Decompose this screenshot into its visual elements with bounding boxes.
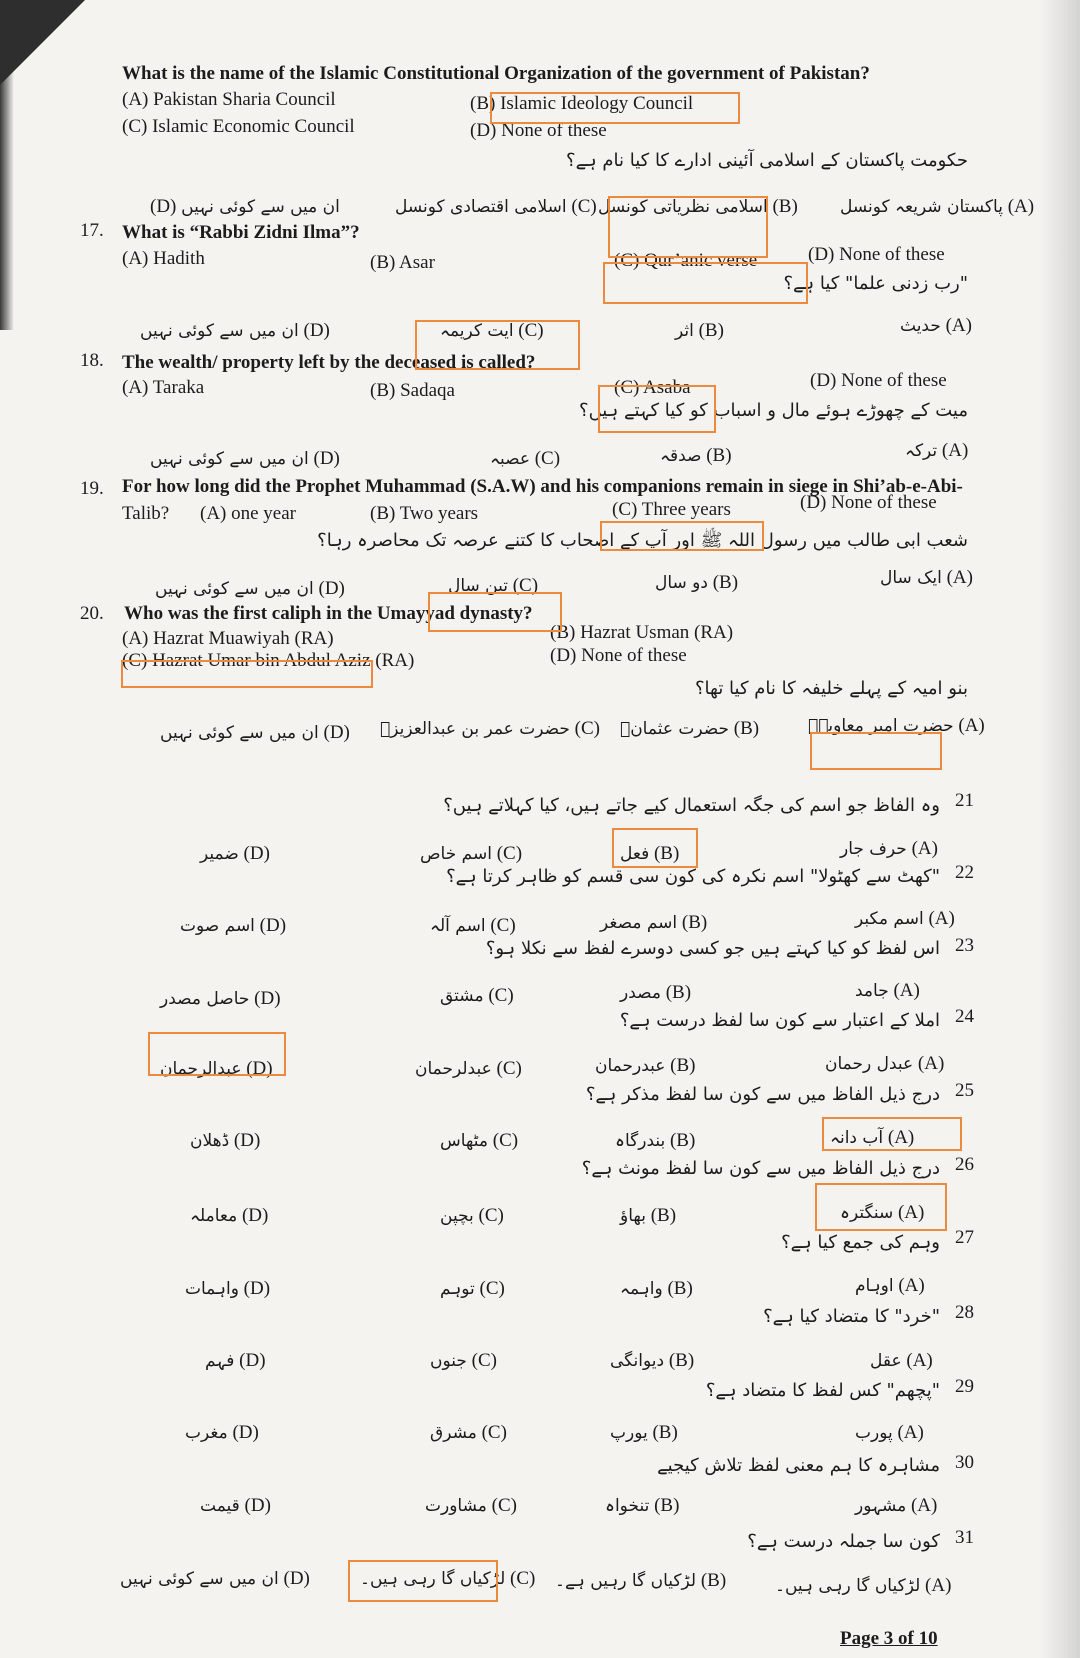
q18-option-a: (A) Taraka xyxy=(122,377,205,398)
page-right-shade xyxy=(1040,0,1080,1658)
question-16-text: What is the name of the Islamic Constitutional Organization of the government of Pakistan? xyxy=(122,63,870,84)
q28-option-d: فہم (D) xyxy=(205,1350,266,1371)
answer-highlight-q25 xyxy=(822,1117,962,1151)
q16-option-b: (B) Islamic Ideology Council xyxy=(470,93,694,114)
page-number-footer: Page 3 of 10 xyxy=(840,1628,938,1649)
question-31-number: 31 xyxy=(955,1527,974,1548)
q22-option-b: اسم مصغر (B) xyxy=(600,912,708,933)
answer-highlight-q16-en xyxy=(490,92,740,124)
q22-option-d: اسم صوت (D) xyxy=(180,915,287,936)
q25-option-d: ڈھلان (D) xyxy=(190,1130,261,1151)
question-20-number: 20. xyxy=(80,603,104,624)
question-29-number: 29 xyxy=(955,1376,974,1397)
q25-option-c: مٹھاس (C) xyxy=(440,1130,519,1151)
question-24-number: 24 xyxy=(955,1006,974,1027)
q30-option-b: تنخواہ (B) xyxy=(605,1495,680,1516)
answer-highlight-q21 xyxy=(612,828,698,868)
q17-option-a: (A) Hadith xyxy=(122,248,205,269)
answer-highlight-q31 xyxy=(348,1560,498,1602)
q18-option-c: (C) Asaba xyxy=(614,377,691,398)
question-25-number: 25 xyxy=(955,1080,974,1101)
q24-option-a: عبدل رحمان (A) xyxy=(825,1053,945,1074)
q29-option-c: مشرق (C) xyxy=(430,1422,507,1443)
q16-urdu-question: حکومت پاکستان کے اسلامی آئینی ادارے کا کیا نام ہے؟ xyxy=(566,150,968,171)
q16-urdu-option-c: اسلامی اقتصادی کونسل (C) xyxy=(395,196,597,217)
q23-option-c: مشتق (C) xyxy=(440,985,514,1006)
q18-option-b: (B) Sadaqa xyxy=(370,380,455,401)
question-30-number: 30 xyxy=(955,1452,974,1473)
question-25-text: درج ذیل الفاظ میں سے کون سا لفظ مذکر ہے؟ xyxy=(585,1084,940,1105)
q19-urdu-option-a: ایک سال (A) xyxy=(880,567,973,588)
answer-highlight-q19-ur xyxy=(428,592,562,632)
q16-urdu-option-d: (D) ان میں سے کوئی نہیں xyxy=(150,196,340,217)
q19-urdu-option-c: تین سال (C) xyxy=(448,575,539,596)
q25-option-b: بندرگاہ (B) xyxy=(615,1130,696,1151)
q24-option-d: عبدالرحمان (D) xyxy=(160,1058,273,1079)
q28-option-a: عقل (A) xyxy=(870,1350,933,1371)
q20-option-c: (C) Hazrat Umar bin Abdul Aziz (RA) xyxy=(122,650,415,671)
q20-urdu-option-c: حضرت عمر بن عبدالعزیزؒ (C) xyxy=(380,718,600,739)
answer-highlight-q20-ur xyxy=(810,732,942,770)
q27-option-c: توہم (C) xyxy=(440,1278,505,1299)
question-24-text: املا کے اعتبار سے کون سا لفظ درست ہے؟ xyxy=(619,1010,940,1031)
question-19-text: For how long did the Prophet Muhammad (S.A.W) and his companions remain in siege in Shi’ab-e-Abi- xyxy=(122,476,963,497)
q30-option-a: مشہور (A) xyxy=(855,1495,938,1516)
q30-option-d: قیمت (D) xyxy=(200,1495,271,1516)
answer-highlight-q17-en xyxy=(603,262,808,304)
answer-highlight-q17-ur xyxy=(415,320,580,370)
q16-urdu-option-b: اسلامی نظریاتی کونسل (B) xyxy=(598,196,798,217)
q28-option-c: جنوں (C) xyxy=(430,1350,497,1371)
q17-option-d: (D) None of these xyxy=(808,244,945,265)
question-30-text: مشاہرہ کا ہم معنی لفظ تلاش کیجیے xyxy=(657,1455,940,1476)
q20-urdu-option-d: ان میں سے کوئی نہیں (D) xyxy=(160,722,350,743)
q26-option-a: سنگترہ (A) xyxy=(840,1202,925,1223)
q29-option-a: پورب (A) xyxy=(855,1422,924,1443)
q26-option-b: بھاؤ (B) xyxy=(620,1205,677,1226)
question-20-text: Who was the first caliph in the Umayyad dynasty? xyxy=(124,603,533,624)
q16-urdu-option-a: پاکستان شریعہ کونسل (A) xyxy=(840,196,1035,217)
q23-option-b: مصدر (B) xyxy=(620,982,692,1003)
q25-option-a: آب دانہ (A) xyxy=(830,1127,915,1148)
q18-urdu-option-d: ان میں سے کوئی نہیں (D) xyxy=(150,448,340,469)
question-21-text: وہ الفاظ جو اسم کی جگہ استعمال کیے جاتے ہیں، کیا کہلاتے ہیں؟ xyxy=(443,795,940,816)
question-22-number: 22 xyxy=(955,862,974,883)
q20-urdu-option-a: حضرت امیر معاویہؓ (A) xyxy=(808,715,985,736)
q21-option-c: اسم خاص (C) xyxy=(420,843,523,864)
q31-option-a: لڑکیاں گا رہی ہیں۔ (A) xyxy=(775,1575,952,1596)
q22-option-c: اسم آلہ (C) xyxy=(430,915,516,936)
question-23-text: اس لفظ کو کیا کہتے ہیں جو کسی دوسرے لفظ سے نکلا ہو؟ xyxy=(485,938,940,959)
question-19-text-cont: Talib? xyxy=(122,503,170,524)
q20-option-a: (A) Hazrat Muawiyah (RA) xyxy=(122,628,334,649)
question-17-text: What is “Rabbi Zidni Ilma”? xyxy=(122,222,360,243)
q19-urdu-question: شعب ابی طالب میں رسول اللہ ﷺ اور آپ کے اصحاب کا کتنے عرصہ تک محاصرہ رہا؟ xyxy=(317,530,968,551)
q16-option-c: (C) Islamic Economic Council xyxy=(122,116,355,137)
q19-option-b: (B) Two years xyxy=(370,503,479,524)
answer-highlight-q16-ur xyxy=(608,196,768,258)
question-29-text: "پچھم" کس لفظ کا متضاد ہے؟ xyxy=(705,1380,940,1401)
answer-highlight-q24 xyxy=(148,1032,286,1076)
q27-option-b: واہمہ (B) xyxy=(620,1278,693,1299)
q17-urdu-option-b: اثر (B) xyxy=(675,320,724,341)
answer-highlight-q19-en xyxy=(600,521,764,551)
q24-option-b: عبدرحمان (B) xyxy=(595,1055,696,1076)
q21-option-a: حرف جار (A) xyxy=(840,838,938,859)
q17-urdu-option-d: ان میں سے کوئی نہیں (D) xyxy=(140,320,330,341)
q31-option-d: ان میں سے کوئی نہیں (D) xyxy=(120,1568,310,1589)
q20-option-d: (D) None of these xyxy=(550,645,687,666)
q17-urdu-option-c: آیت کریمہ (C) xyxy=(440,320,544,341)
question-31-text: کون سا جملہ درست ہے؟ xyxy=(747,1531,940,1552)
q24-option-c: عبدلرحمان (C) xyxy=(415,1058,522,1079)
q20-urdu-option-b: حضرت عثمانؓ (B) xyxy=(620,718,760,739)
question-21-number: 21 xyxy=(955,790,974,811)
q17-urdu-option-a: حدیث (A) xyxy=(900,315,972,336)
q21-option-b: فعل (B) xyxy=(620,843,680,864)
q20-option-b: (B) Hazrat Usman (RA) xyxy=(550,622,734,643)
q30-option-c: مشاورت (C) xyxy=(425,1495,517,1516)
q18-urdu-option-c: عصبہ (C) xyxy=(490,448,561,469)
q18-urdu-option-b: صدقہ (B) xyxy=(660,445,732,466)
q19-urdu-option-d: ان میں سے کوئی نہیں (D) xyxy=(155,578,345,599)
answer-highlight-q20-en xyxy=(121,660,373,688)
q26-option-d: معاملہ (D) xyxy=(190,1205,269,1226)
question-18-text: The wealth/ property left by the deceased is called? xyxy=(122,352,536,373)
q28-option-b: دیوانگی (B) xyxy=(610,1350,695,1371)
q18-urdu-option-a: ترکہ (A) xyxy=(905,440,969,461)
answer-highlight-q26 xyxy=(815,1183,947,1231)
q27-option-d: واہمات (D) xyxy=(185,1278,271,1299)
q23-option-d: حاصل مصدر (D) xyxy=(160,988,281,1009)
q29-option-b: یورپ (B) xyxy=(610,1422,678,1443)
answer-highlight-q18 xyxy=(598,385,716,433)
folded-corner xyxy=(0,0,85,85)
q19-option-d: (D) None of these xyxy=(800,492,937,513)
q27-option-a: اوہام (A) xyxy=(855,1275,925,1296)
question-27-text: وہم کی جمع کیا ہے؟ xyxy=(781,1232,940,1253)
question-27-number: 27 xyxy=(955,1227,974,1248)
question-26-text: درج ذیل الفاظ میں سے کون سا لفظ مونث ہے؟ xyxy=(581,1158,940,1179)
q26-option-c: بچپن (C) xyxy=(440,1205,504,1226)
q17-urdu-question: "رب زدنی علما" کیا ہے؟ xyxy=(783,273,968,294)
q31-option-b: لڑکیاں گا رہیں ہے۔ (B) xyxy=(555,1570,727,1591)
question-19-number: 19. xyxy=(80,478,104,499)
q22-option-a: اسم مکبر (A) xyxy=(855,908,955,929)
q19-urdu-option-b: دو سال (B) xyxy=(655,572,739,593)
question-23-number: 23 xyxy=(955,935,974,956)
question-18-number: 18. xyxy=(80,350,104,371)
q23-option-a: جامد (A) xyxy=(855,980,920,1001)
q18-option-d: (D) None of these xyxy=(810,370,947,391)
question-17-number: 17. xyxy=(80,220,104,241)
q16-option-d: (D) None of these xyxy=(470,120,607,141)
q18-urdu-question: میت کے چھوڑے ہوئے مال و اسباب کو کیا کہتے ہیں؟ xyxy=(579,400,968,421)
question-26-number: 26 xyxy=(955,1154,974,1175)
question-22-text: "کھٹ سے کھٹولا" اسم نکرہ کی کون سی قسم کو ظاہر کرتا ہے؟ xyxy=(446,866,940,887)
q21-option-d: ضمیر (D) xyxy=(200,843,270,864)
q19-option-c: (C) Three years xyxy=(612,499,731,520)
question-28-number: 28 xyxy=(955,1302,974,1323)
q19-option-a: (A) one year xyxy=(200,503,297,524)
question-28-text: "خرد" کا متضاد کیا ہے؟ xyxy=(763,1306,940,1327)
q29-option-d: مغرب (D) xyxy=(185,1422,259,1443)
q17-option-b: (B) Asar xyxy=(370,252,435,273)
q20-urdu-question: بنو امیہ کے پہلے خلیفہ کا نام کیا تھا؟ xyxy=(694,678,968,699)
q31-option-c: لڑکیاں گا رہی ہیں۔ (C) xyxy=(360,1568,536,1589)
q16-option-a: (A) Pakistan Sharia Council xyxy=(122,89,336,110)
q17-option-c: (C) Qur’anic verse xyxy=(614,250,758,271)
